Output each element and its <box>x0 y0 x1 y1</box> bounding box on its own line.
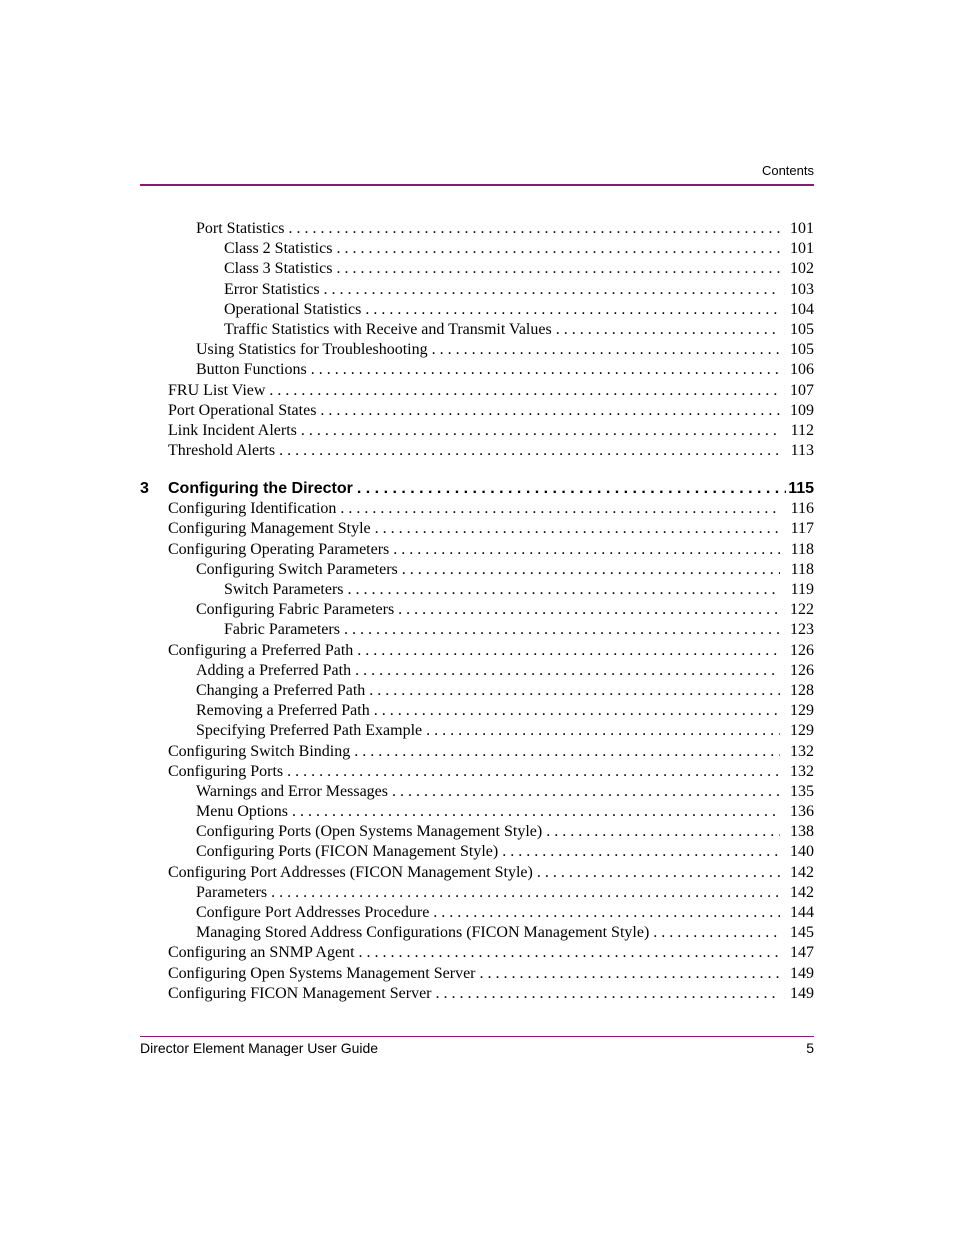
dot-leader <box>271 883 780 903</box>
dot-leader <box>374 701 780 721</box>
toc-entry[interactable] <box>140 681 814 701</box>
toc-entry-page: 123 <box>790 621 814 639</box>
toc-entry-page: 147 <box>790 944 814 962</box>
toc-entry-title: Port Operational States <box>168 401 320 421</box>
toc-entry-title: Configuring Fabric Parameters <box>196 600 398 620</box>
dot-leader <box>336 259 780 279</box>
toc-entry-page: 102 <box>790 260 814 278</box>
toc-entry-title: Configuring an SNMP Agent <box>168 943 359 963</box>
footer-rule <box>140 1036 814 1037</box>
toc-entry-page: 118 <box>790 560 814 578</box>
toc-entry-page: 126 <box>790 661 814 679</box>
toc-entry-page: 107 <box>790 381 814 399</box>
dot-leader <box>556 320 780 340</box>
chapter-title: Configuring the Director <box>168 480 353 498</box>
dot-leader <box>287 762 780 782</box>
dot-leader <box>432 340 780 360</box>
toc-entry-title: Button Functions <box>196 360 311 380</box>
dot-leader <box>311 360 780 380</box>
toc-entry[interactable] <box>140 923 814 943</box>
toc-entry[interactable] <box>140 540 814 560</box>
toc-entry[interactable] <box>140 519 814 539</box>
toc-entry[interactable] <box>140 943 814 963</box>
dot-leader <box>369 681 780 701</box>
toc-entry-title: Threshold Alerts <box>168 441 279 461</box>
toc-entry[interactable] <box>140 239 814 259</box>
toc-entry-page: 104 <box>790 300 814 318</box>
toc-entry-page: 103 <box>790 280 814 298</box>
toc-entry-title: Configuring Switch Binding <box>168 742 354 762</box>
toc-entry-page: 117 <box>790 520 814 538</box>
toc-entry-page: 145 <box>790 924 814 942</box>
toc-entry-page: 101 <box>790 240 814 258</box>
toc-entry-title: Menu Options <box>196 802 292 822</box>
toc-entry[interactable] <box>140 661 814 681</box>
toc-entry-title: Configuring Management Style <box>168 519 375 539</box>
dot-leader <box>502 842 780 862</box>
toc-entry-title: Switch Parameters <box>224 580 348 600</box>
toc-entry-page: 135 <box>790 782 814 800</box>
toc-entry[interactable] <box>140 842 814 862</box>
toc-entry-title: Configure Port Addresses Procedure <box>196 903 433 923</box>
toc-entry-title: Traffic Statistics with Receive and Transmit Values <box>224 320 556 340</box>
toc-entry[interactable] <box>140 340 814 360</box>
dot-leader <box>340 499 780 519</box>
toc-entry-title: Configuring Open Systems Management Server <box>168 964 480 984</box>
toc-entry-title: Removing a Preferred Path <box>196 701 374 721</box>
toc-entry-title: Configuring Ports (FICON Management Style) <box>196 842 502 862</box>
toc-entry-page: 142 <box>790 883 814 901</box>
toc-entry-title: Configuring FICON Management Server <box>168 984 436 1004</box>
toc-entry[interactable] <box>140 280 814 300</box>
toc-entry-title: Error Statistics <box>224 280 324 300</box>
toc-entry-page: 116 <box>790 500 814 518</box>
toc-chapter-entry[interactable] <box>140 478 814 499</box>
toc-entry[interactable] <box>140 219 814 239</box>
toc-entry[interactable] <box>140 883 814 903</box>
dot-leader <box>357 641 780 661</box>
dot-leader <box>398 600 780 620</box>
toc-entry-title: Class 3 Statistics <box>224 259 336 279</box>
toc-entry[interactable] <box>140 421 814 441</box>
toc-entry[interactable] <box>140 721 814 741</box>
toc-entry-page: 119 <box>790 581 814 598</box>
toc-entry-page: 109 <box>790 401 814 419</box>
toc-entry-page: 138 <box>790 823 814 841</box>
toc-entry-page: 129 <box>790 722 814 740</box>
toc-entry-page: 118 <box>790 540 814 558</box>
toc-entry-page: 128 <box>790 681 814 699</box>
dot-leader <box>336 239 780 259</box>
toc-entry[interactable] <box>140 300 814 320</box>
toc-entry-title: Port Statistics <box>196 219 288 239</box>
toc-entry-page: 122 <box>790 601 814 619</box>
dot-leader <box>320 401 780 421</box>
toc-entry[interactable] <box>140 401 814 421</box>
dot-leader <box>393 540 780 560</box>
toc-entry[interactable] <box>140 580 814 600</box>
toc-entry[interactable] <box>140 701 814 721</box>
header-rule <box>140 184 814 186</box>
toc-entry-title: Class 2 Statistics <box>224 239 336 259</box>
dot-leader <box>355 661 780 681</box>
dot-leader <box>344 620 780 640</box>
table-of-contents <box>140 219 814 1004</box>
dot-leader <box>436 984 780 1004</box>
toc-entry-page: 144 <box>790 904 814 921</box>
dot-leader <box>354 742 780 762</box>
toc-entry-page: 142 <box>790 863 814 881</box>
toc-entry-title: Warnings and Error Messages <box>196 782 392 802</box>
toc-entry[interactable] <box>140 320 814 340</box>
toc-entry-page: 129 <box>790 702 814 720</box>
toc-entry-title: Configuring Identification <box>168 499 340 519</box>
toc-entry-title: Configuring Port Addresses (FICON Management Style) <box>168 863 537 883</box>
dot-leader <box>365 300 780 320</box>
toc-entry-title: Changing a Preferred Path <box>196 681 369 701</box>
toc-entry[interactable] <box>140 620 814 640</box>
dot-leader <box>324 280 780 300</box>
toc-entry-title: Configuring Ports (Open Systems Management Style) <box>196 822 546 842</box>
toc-entry[interactable] <box>140 641 814 661</box>
toc-entry[interactable] <box>140 863 814 883</box>
toc-entry-page: 105 <box>790 341 814 359</box>
toc-entry-page: 149 <box>790 964 814 982</box>
dot-leader <box>426 721 780 741</box>
dot-leader <box>653 923 780 943</box>
dot-leader <box>288 219 780 239</box>
toc-entry-title: Configuring a Preferred Path <box>168 641 357 661</box>
toc-entry[interactable] <box>140 441 814 461</box>
toc-section-top <box>140 219 814 461</box>
dot-leader <box>546 822 780 842</box>
toc-entry[interactable] <box>140 802 814 822</box>
toc-entry[interactable] <box>140 964 814 984</box>
toc-entry-page: 105 <box>790 320 814 338</box>
toc-entry-title: Parameters <box>196 883 271 903</box>
toc-entry[interactable] <box>140 499 814 519</box>
toc-entry[interactable] <box>140 360 814 380</box>
toc-entry-page: 106 <box>790 361 814 379</box>
toc-entry-page: 140 <box>790 843 814 861</box>
dot-leader <box>348 580 780 600</box>
dot-leader <box>433 903 780 923</box>
footer-page-number: 5 <box>806 1040 814 1056</box>
toc-entry-title: FRU List View <box>168 381 269 401</box>
toc-entry-title: Managing Stored Address Configurations (FICON Management Style) <box>196 923 653 943</box>
toc-entry[interactable] <box>140 560 814 580</box>
dot-leader <box>301 421 780 441</box>
toc-entry-page: 113 <box>790 442 814 460</box>
dot-leader <box>392 782 780 802</box>
toc-entry-title: Specifying Preferred Path Example <box>196 721 426 741</box>
dot-leader <box>359 943 780 963</box>
toc-entry[interactable] <box>140 259 814 279</box>
chapter-number: 3 <box>140 480 149 498</box>
toc-entry-page: 112 <box>790 421 814 439</box>
dot-leader <box>357 478 786 499</box>
dot-leader <box>269 381 780 401</box>
toc-entry-title: Adding a Preferred Path <box>196 661 355 681</box>
toc-entry-title: Using Statistics for Troubleshooting <box>196 340 432 360</box>
toc-entry-page: 126 <box>790 641 814 659</box>
dot-leader <box>292 802 780 822</box>
toc-entry-title: Link Incident Alerts <box>168 421 301 441</box>
toc-entry-title: Fabric Parameters <box>224 620 344 640</box>
toc-entry-title: Operational Statistics <box>224 300 365 320</box>
toc-entry[interactable] <box>140 903 814 923</box>
footer-title: Director Element Manager User Guide <box>140 1040 379 1056</box>
toc-entry-page: 132 <box>790 762 814 780</box>
dot-leader <box>279 441 780 461</box>
dot-leader <box>402 560 780 580</box>
toc-entry[interactable] <box>140 782 814 802</box>
toc-entry[interactable] <box>140 600 814 620</box>
dot-leader <box>537 863 780 883</box>
toc-entry[interactable] <box>140 762 814 782</box>
toc-entry[interactable] <box>140 822 814 842</box>
dot-leader <box>480 964 781 984</box>
toc-entry-page: 101 <box>790 220 814 237</box>
toc-section-chapter <box>140 499 814 1004</box>
toc-entry[interactable] <box>140 984 814 1004</box>
toc-entry-page: 149 <box>790 984 814 1002</box>
toc-entry[interactable] <box>140 381 814 401</box>
toc-entry-page: 136 <box>790 803 814 821</box>
chapter-page: 115 <box>788 480 814 498</box>
dot-leader <box>375 519 780 539</box>
toc-entry[interactable] <box>140 742 814 762</box>
toc-entry-title: Configuring Operating Parameters <box>168 540 393 560</box>
toc-entry-title: Configuring Switch Parameters <box>196 560 402 580</box>
chapter-gap <box>140 461 814 478</box>
running-header: Contents <box>761 163 814 178</box>
toc-entry-page: 132 <box>790 742 814 760</box>
toc-entry-title: Configuring Ports <box>168 762 287 782</box>
